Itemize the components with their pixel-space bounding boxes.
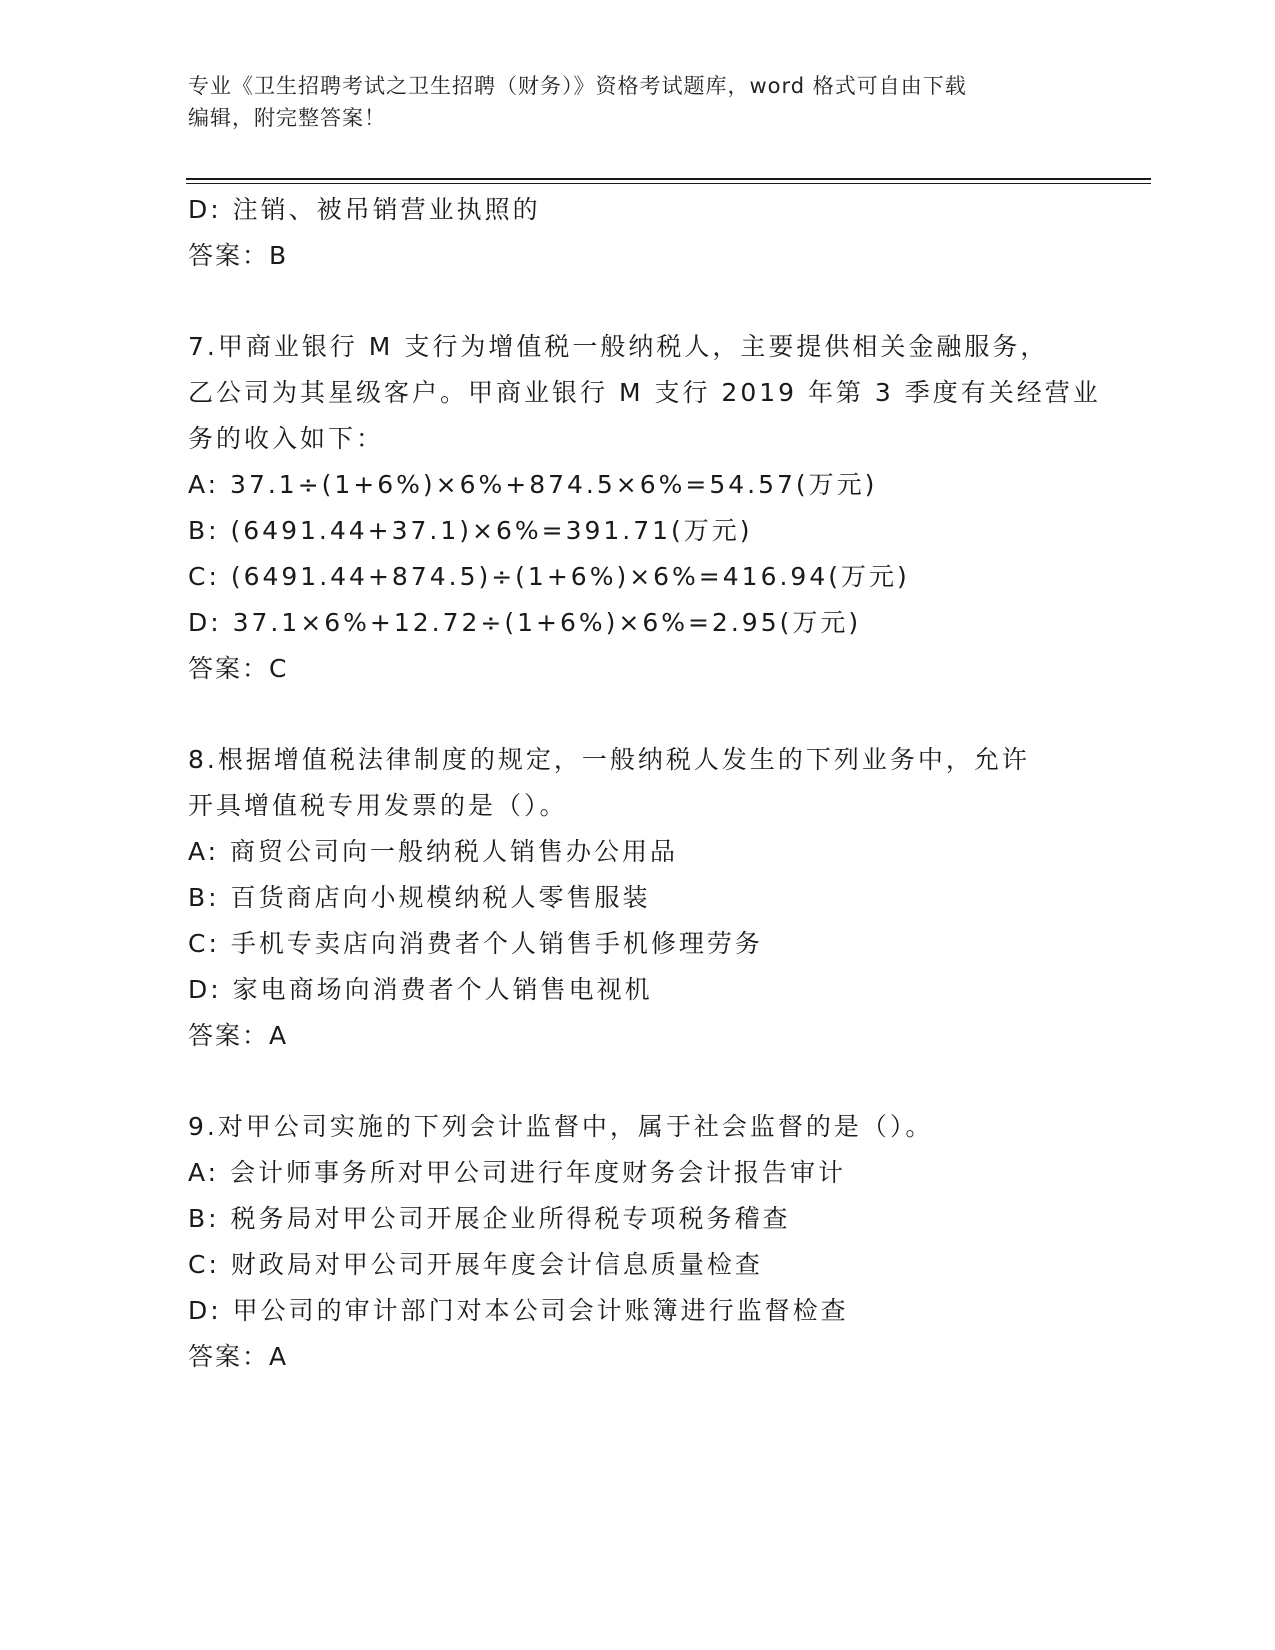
- header-line-1: 专业《卫生招聘考试之卫生招聘（财务）》资格考试题库，word 格式可自由下载: [188, 74, 967, 98]
- option-d: D: 甲公司的审计部门对本公司会计账簿进行监督检查: [188, 1296, 849, 1325]
- question-8: [188, 737, 1088, 1059]
- question-7: [188, 324, 1101, 692]
- answer-line: 答案：A: [188, 1342, 289, 1371]
- option-b: B: 税务局对甲公司开展企业所得税专项税务稽查: [188, 1204, 791, 1233]
- question-stem: 7.甲商业银行 M 支行为增值税一般纳税人，主要提供相关金融服务，: [188, 332, 1049, 361]
- answer-line: 答案：A: [188, 1021, 289, 1050]
- previous-question-tail: [188, 187, 1088, 279]
- question-stem: 乙公司为其星级客户。甲商业银行 M 支行 2019 年第 3 季度有关经营业: [188, 378, 1101, 407]
- option-a: A: 37.1÷(1+6%)×6%+874.5×6%=54.57(万元): [188, 470, 878, 499]
- option-c: C: 手机专卖店向消费者个人销售手机修理劳务: [188, 929, 763, 958]
- header-rule-thick: [186, 178, 1151, 180]
- question-stem: 务的收入如下：: [188, 424, 385, 453]
- question-stem: 8.根据增值税法律制度的规定，一般纳税人发生的下列业务中，允许: [188, 745, 1030, 774]
- answer-line: 答案：C: [188, 654, 289, 683]
- option-d: D: 家电商场向消费者个人销售电视机: [188, 975, 653, 1004]
- question-stem: 开具增值税专用发票的是（）。: [188, 791, 568, 820]
- header-line-2: 编辑，附完整答案！: [188, 106, 386, 130]
- question-content: [188, 187, 1101, 1380]
- question-9: [188, 1104, 1088, 1380]
- option-b: B: (6491.44+37.1)×6%=391.71(万元): [188, 516, 753, 545]
- option-d: D: 注销、被吊销营业执照的: [188, 195, 541, 224]
- option-b: B: 百货商店向小规模纳税人零售服装: [188, 883, 651, 912]
- option-a: A: 会计师事务所对甲公司进行年度财务会计报告审计: [188, 1158, 847, 1187]
- answer-line: 答案：B: [188, 241, 289, 270]
- header-rule-thin: [186, 183, 1151, 184]
- option-c: C: 财政局对甲公司开展年度会计信息质量检查: [188, 1250, 763, 1279]
- option-d: D: 37.1×6%+12.72÷(1+6%)×6%=2.95(万元): [188, 608, 862, 637]
- option-a: A: 商贸公司向一般纳税人销售办公用品: [188, 837, 679, 866]
- question-stem: 9.对甲公司实施的下列会计监督中，属于社会监督的是（）。: [188, 1112, 934, 1141]
- document-header: [188, 70, 1068, 134]
- option-c: C: (6491.44+874.5)÷(1+6%)×6%=416.94(万元): [188, 562, 910, 591]
